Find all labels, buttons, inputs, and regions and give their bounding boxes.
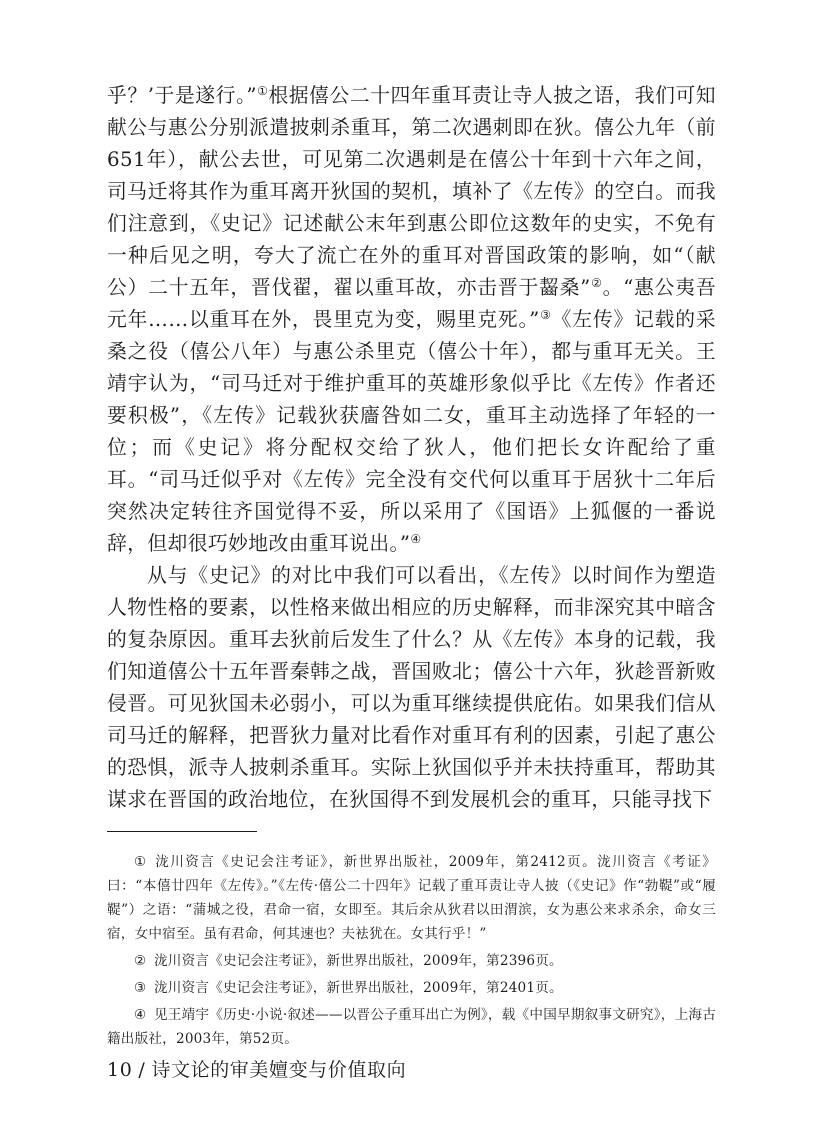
- body-paragraph: [107, 560, 716, 816]
- footnote-number: ③: [134, 980, 147, 996]
- body-paragraph: [107, 80, 716, 560]
- footnote-ref[interactable]: ③: [539, 308, 552, 322]
- paragraph-text: 乎？’于是遂行。”: [107, 84, 257, 107]
- footnotes: [107, 850, 716, 1054]
- main-text: [107, 80, 716, 816]
- footnote-4: [107, 1003, 716, 1051]
- footnote-3: [107, 976, 716, 1000]
- footnote-text: 泷川资言《史记会注考证》，新世界出版社，2009年，第2412页。泷川资言《考证》曰：“本僖廿四年《左传》。”《左传·僖公二十四年》记载了重耳责让寺人披（《史记》作“勃鞮”或“履鞮”）之语：“蒲城之役，君命一宿，女即至。其后余从狄君以田渭滨，女为惠公来求杀余，命女三宿，女中宿至。虽有君命，何其速也？夫袪犹在。女其行乎！”: [107, 854, 716, 942]
- footnote-number: ④: [134, 1007, 147, 1023]
- paragraph-text: 从与《史记》的对比中我们可以看出，《左传》以时间作为塑造人物性格的要素，以性格来做出相应的历史解释，而非深究其中暗含的复杂原因。重耳去狄前后发生了什么？从《左传》本身的记载，我们知道僖公十五年晋秦韩之战，晋国败北；僖公十六年，狄趁晋新败侵晋。可见狄国未必弱小，可以为重耳继续提供庇佑。如果我们信从司马迁的解释，把晋狄力量对比看作对重耳有利的因素，引起了惠公的恐惧，派寺人披刺杀重耳。实际上狄国似乎并未扶持重耳，帮助其谋求在晋国的政治地位，在狄国得不到发展机会的重耳，只能寻找下: [107, 564, 716, 811]
- footnote-ref[interactable]: ④: [410, 532, 422, 546]
- book-title: 诗文论的审美嬗变与价值取向: [151, 1059, 407, 1081]
- footnote-text: 泷川资言《史记会注考证》，新世界出版社，2009年，第2396页。: [154, 953, 563, 969]
- footnote-text: 泷川资言《史记会注考证》，新世界出版社，2009年，第2401页。: [154, 980, 563, 996]
- footnote-ref[interactable]: ①: [256, 84, 269, 98]
- footnote-text: 见王靖宇《历史·小说·叙述——以晋公子重耳出亡为例》，载《中国早期叙事文研究》，上海古籍出版社，2003年，第52页。: [107, 1007, 716, 1047]
- footnote-2: [107, 949, 716, 973]
- footer-separator: /: [138, 1059, 146, 1081]
- footnote-number: ①: [134, 854, 147, 870]
- footnote-number: ②: [134, 953, 147, 969]
- paragraph-text: 。“惠公夷吾元年……以重耳在外，畏里克为变，赐里克死。”: [107, 276, 716, 331]
- paragraph-text: 根据僖公二十四年重耳责让寺人披之语，我们可知献公与惠公分别派遣披刺杀重耳，第二次遇刺即在狄。僖公九年（前651年），献公去世，可见第二次遇刺是在僖公十年到十六年之间，司马迁将其作为重耳离开狄国的契机，填补了《左传》的空白。而我们注意到，《史记》记述献公末年到惠公即位这数年的史实，不免有一种后见之明，夸大了流亡在外的重耳对晋国政策的影响，如“（献公）二十五年，晋伐翟，翟以重耳故，亦击晋于齧桑”: [107, 84, 716, 299]
- footnote-ref[interactable]: ②: [590, 276, 603, 290]
- page-number: 10: [107, 1059, 133, 1081]
- footnote-divider: [107, 831, 257, 832]
- paragraph-text: 《左传》记载的采桑之役（僖公八年）与惠公杀里克（僖公十年），都与重耳无关。王靖宇认为，“司马迁对于维护重耳的英雄形象似乎比《左传》作者还要积极”，《左传》记载狄获廧咎如二女，重耳主动选择了年轻的一位；而《史记》将分配权交给了狄人，他们把长女许配给了重耳。“司马迁似乎对《左传》完全没有交代何以重耳于居狄十二年后突然决定转往齐国觉得不妥，所以采用了《国语》上狐偃的一番说辞，但却很巧妙地改由重耳说出。”: [107, 308, 716, 555]
- page-footer: [107, 1057, 406, 1083]
- footnote-1: [107, 850, 716, 946]
